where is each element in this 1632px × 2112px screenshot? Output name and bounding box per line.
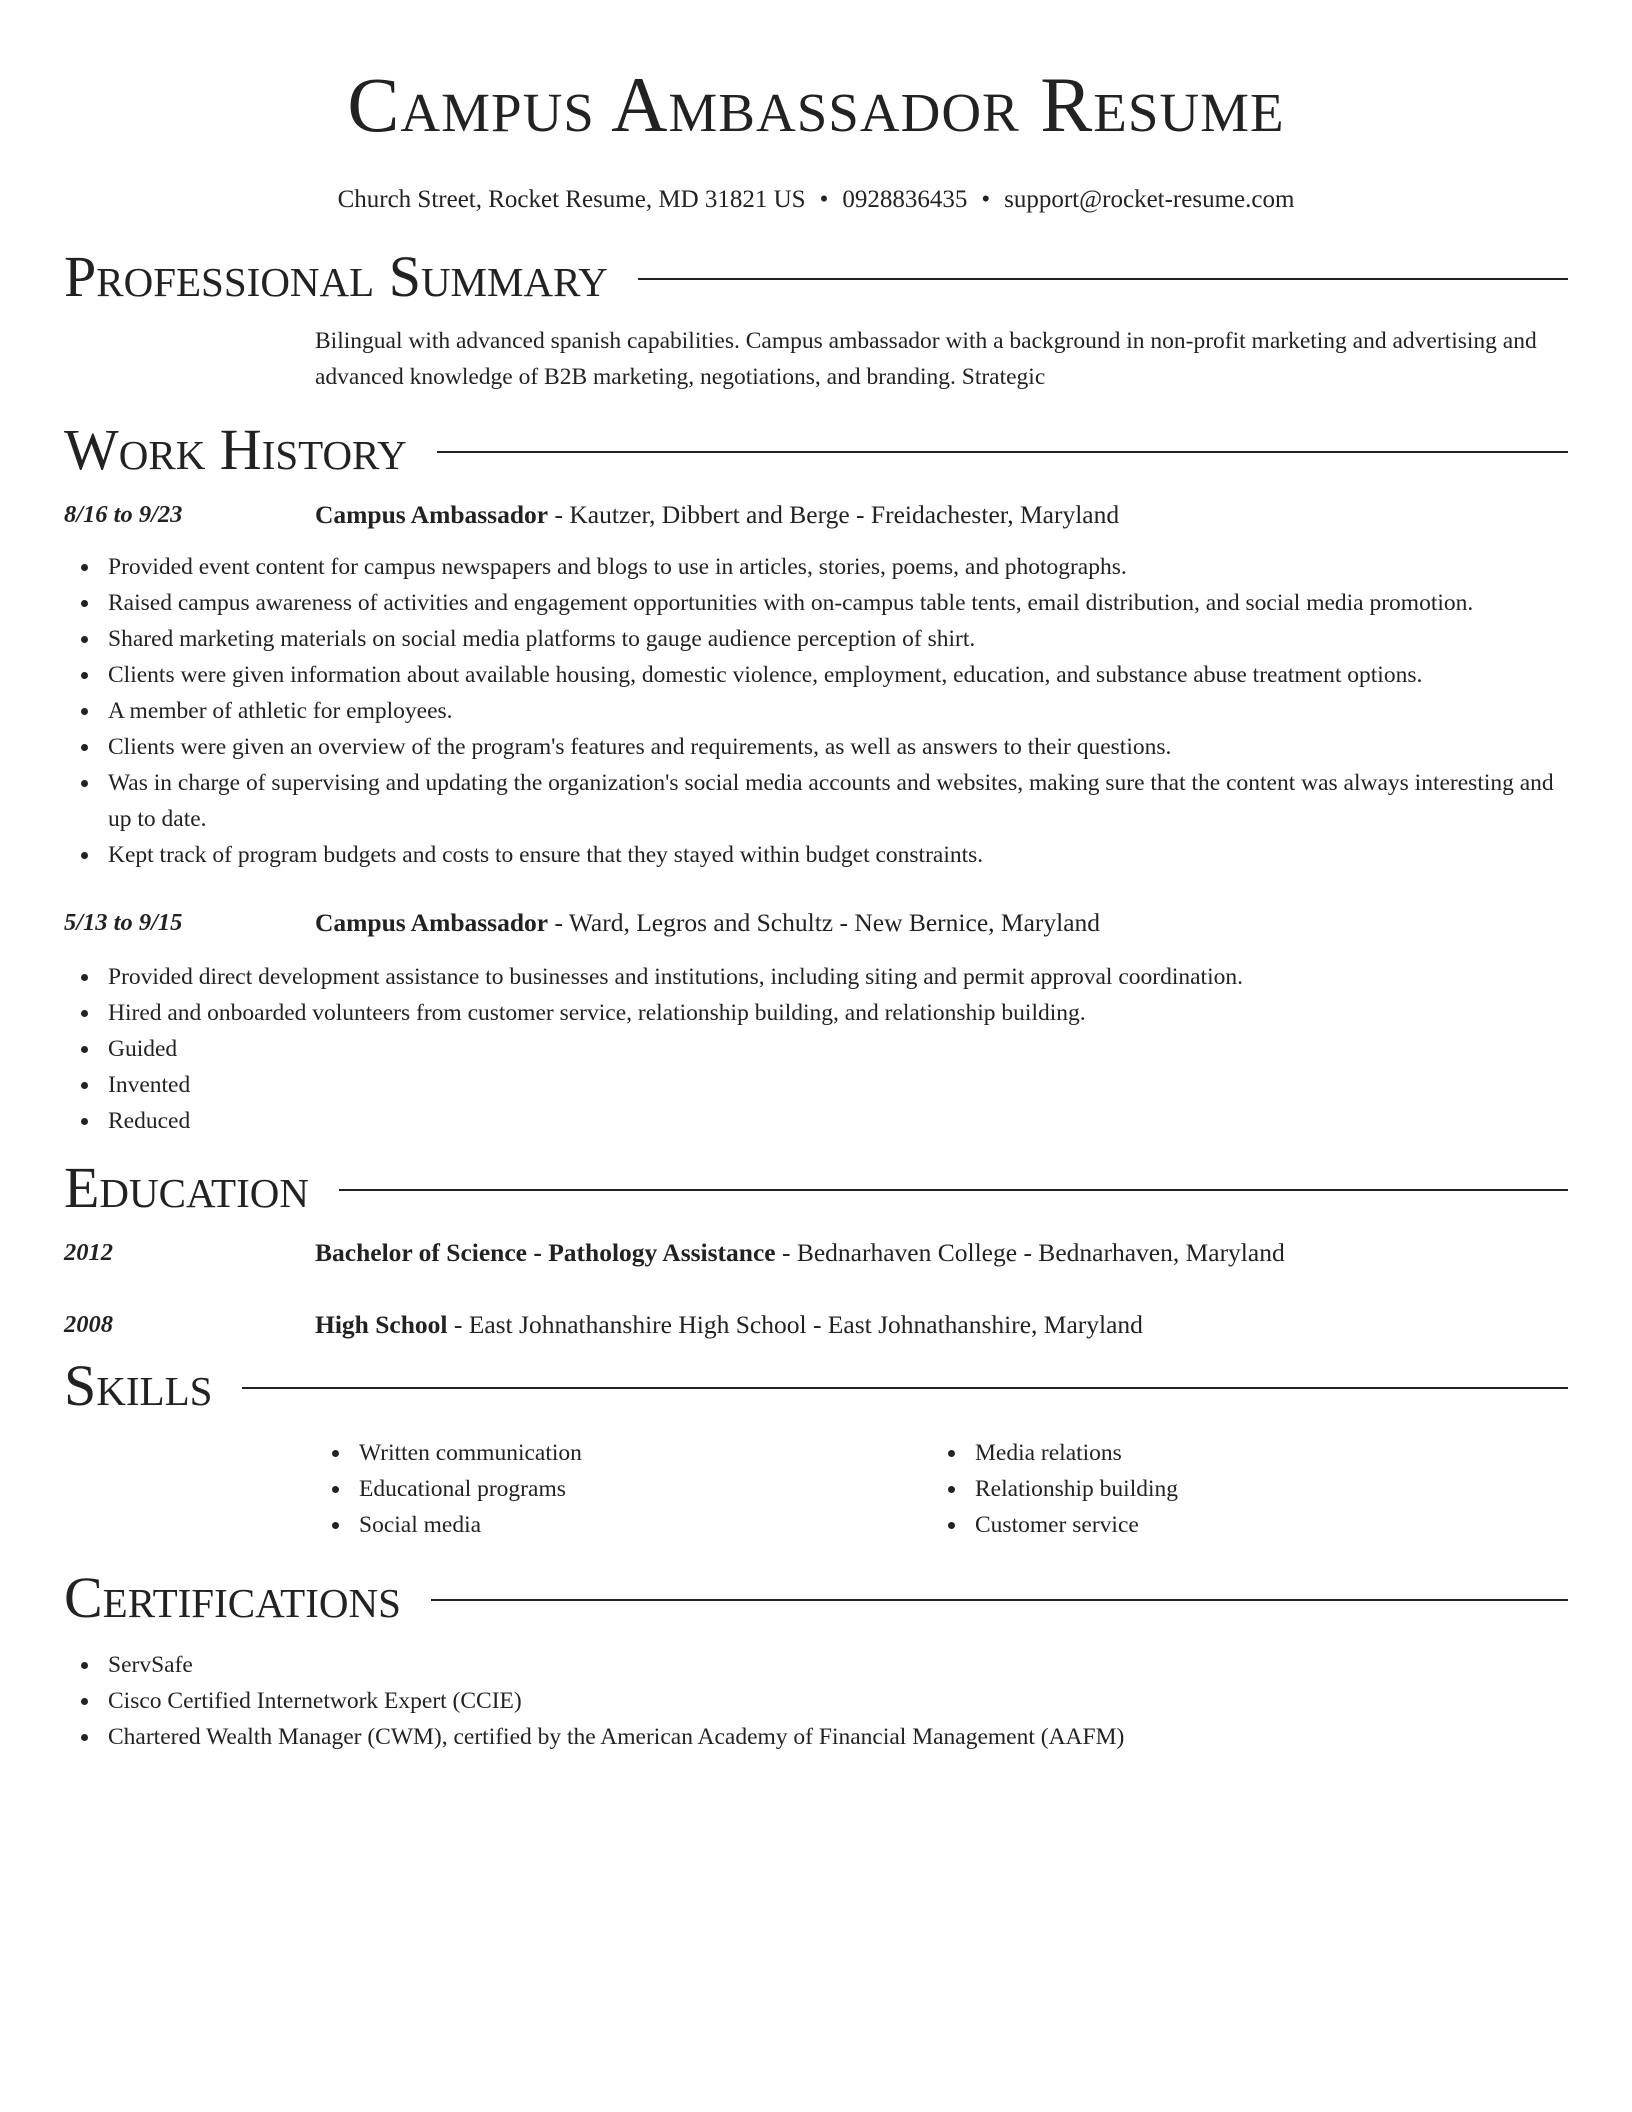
work-bullet-list — [64, 959, 1568, 1139]
contact-phone: 0928836435 — [842, 186, 968, 213]
skills-column-left — [315, 1435, 931, 1543]
work-entry — [64, 905, 1568, 941]
list-item: Clients were given an overview of the program's features and requirements, as well as answers to their questions. — [64, 729, 1568, 765]
school-details: - Bednarhaven College - Bednarhaven, Maryland — [775, 1238, 1285, 1267]
contact-address: Church Street, Rocket Resume, MD 31821 US — [337, 186, 806, 213]
list-item: Chartered Wealth Manager (CWM), certified by the American Academy of Financial Management (AAFM) — [64, 1719, 1568, 1755]
section-heading-summary — [64, 246, 1568, 308]
skills-grid — [315, 1435, 1568, 1543]
list-item: Invented — [64, 1067, 1568, 1103]
section-title: Certifications — [64, 1565, 401, 1630]
summary-text: Bilingual with advanced spanish capabilities. Campus ambassador with a background in non-profit marketing and advertising and advanced knowledge of B2B marketing, negotiations, and branding. Strategic — [315, 328, 1537, 390]
contact-email: support@rocket-resume.com — [1004, 186, 1295, 213]
contact-line — [64, 184, 1568, 216]
list-item: ServSafe — [64, 1647, 1568, 1683]
list-item: Hired and onboarded volunteers from customer service, relationship building, and relationship building. — [64, 995, 1568, 1031]
section-divider — [339, 1189, 1568, 1191]
education-heading — [315, 1307, 1143, 1343]
list-item: Cisco Certified Internetwork Expert (CCIE) — [64, 1683, 1568, 1719]
list-item: Shared marketing materials on social media platforms to gauge audience perception of shirt. — [64, 621, 1568, 657]
list-item: Social media — [315, 1507, 931, 1543]
work-heading — [315, 905, 1100, 941]
section-title: Skills — [64, 1353, 213, 1418]
work-date: 8/16 to 9/23 — [64, 501, 183, 528]
section-divider — [242, 1387, 1568, 1389]
resume-page — [64, 0, 1568, 1755]
section-heading-work-history — [64, 419, 1568, 481]
list-item: Customer service — [931, 1507, 1547, 1543]
degree: Bachelor of Science - Pathology Assistance — [315, 1238, 776, 1267]
list-item: Guided — [64, 1031, 1568, 1067]
work-entry — [64, 497, 1568, 533]
section-divider — [437, 451, 1568, 453]
list-item: Written communication — [315, 1435, 931, 1471]
contact-separator: • — [819, 186, 829, 213]
work-heading — [315, 497, 1119, 533]
list-item: Relationship building — [931, 1471, 1547, 1507]
work-bullet-list — [64, 549, 1568, 873]
section-heading-education — [64, 1157, 1568, 1219]
section-title: Work History — [64, 417, 407, 482]
education-entry — [64, 1235, 1568, 1271]
section-divider — [638, 278, 1568, 280]
degree: High School — [315, 1310, 448, 1339]
skills-column-right — [931, 1435, 1547, 1543]
job-details: - Kautzer, Dibbert and Berge - Freidachester, Maryland — [548, 500, 1120, 529]
list-item: Provided direct development assistance to businesses and institutions, including siting and permit approval coordination. — [64, 959, 1568, 995]
education-date: 2012 — [64, 1239, 113, 1266]
section-heading-skills — [64, 1355, 1568, 1417]
list-item: Clients were given information about available housing, domestic violence, employment, education, and substance abuse treatment options. — [64, 657, 1568, 693]
list-item: Kept track of program budgets and costs to ensure that they stayed within budget constraints. — [64, 837, 1568, 873]
section-divider — [431, 1599, 1568, 1601]
work-date: 5/13 to 9/15 — [64, 909, 183, 936]
section-title: Professional Summary — [64, 244, 608, 309]
job-details: - Ward, Legros and Schultz - New Bernice, Maryland — [548, 908, 1101, 937]
job-title: Campus Ambassador — [315, 500, 549, 529]
list-item: A member of athletic for employees. — [64, 693, 1568, 729]
list-item: Educational programs — [315, 1471, 931, 1507]
resume-title: Campus Ambassador Resume — [347, 61, 1285, 148]
list-item: Was in charge of supervising and updating the organization's social media accounts and websites, making sure that the content was always interesting and up to date. — [64, 765, 1568, 837]
list-item: Reduced — [64, 1103, 1568, 1139]
list-item: Provided event content for campus newspapers and blogs to use in articles, stories, poems, and photographs. — [64, 549, 1568, 585]
education-entry — [64, 1307, 1568, 1343]
job-title: Campus Ambassador — [315, 908, 549, 937]
school-details: - East Johnathanshire High School - East Johnathanshire, Maryland — [447, 1310, 1143, 1339]
section-title: Education — [64, 1155, 309, 1220]
certifications-list — [64, 1647, 1568, 1755]
list-item: Raised campus awareness of activities and engagement opportunities with on-campus table tents, email distribution, and social media promotion. — [64, 585, 1568, 621]
contact-separator: • — [981, 186, 991, 213]
education-date: 2008 — [64, 1311, 113, 1338]
list-item: Media relations — [931, 1435, 1547, 1471]
education-heading — [315, 1235, 1285, 1271]
section-heading-certifications — [64, 1567, 1568, 1629]
